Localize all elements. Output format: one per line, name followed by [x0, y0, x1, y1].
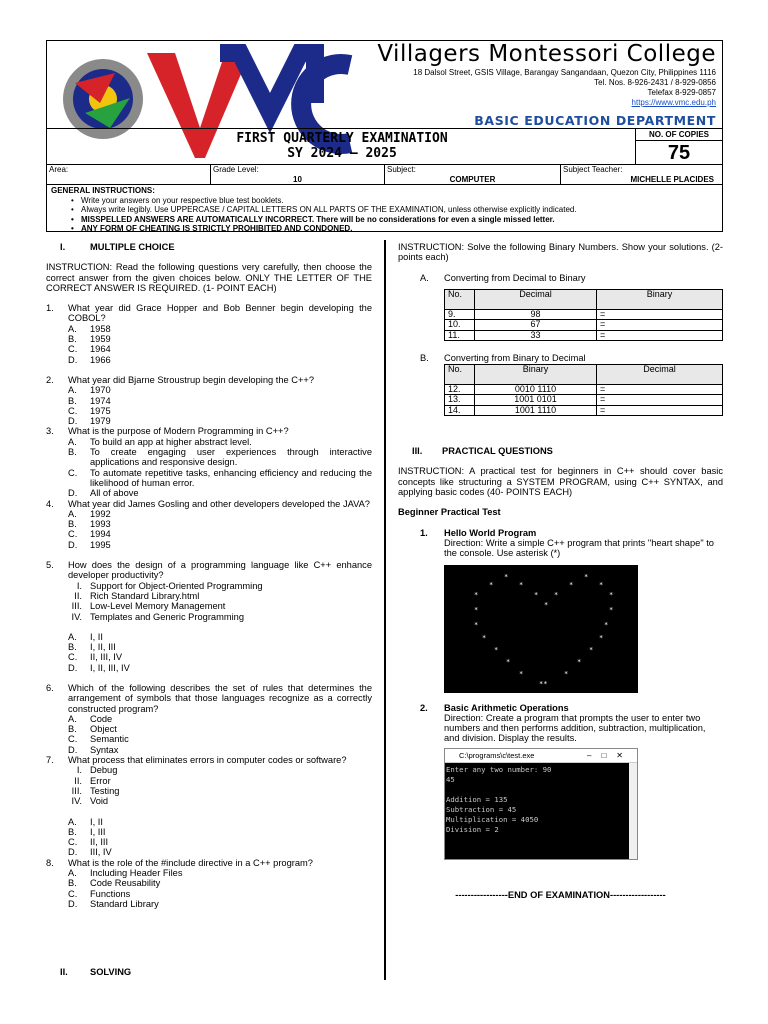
- option-text: Void: [90, 796, 109, 807]
- part2-heading: [46, 967, 131, 977]
- part3-heading: [398, 446, 723, 456]
- decimal-to-binary-table: [444, 289, 723, 342]
- roman-item: IV. Void: [46, 796, 372, 806]
- option: C. 1975: [46, 406, 372, 416]
- instruction-item: • MISSPELLED ANSWERS ARE AUTOMATICALLY INCORRECT. There will be no considerations for even a single missed letter.: [81, 215, 718, 225]
- console-titlebar: [445, 749, 637, 763]
- table-cell: 14.: [445, 405, 475, 416]
- subsection-a: A. Converting from Decimal to Binary: [420, 272, 586, 283]
- grade-value: 10: [293, 175, 302, 184]
- section-number: II.: [60, 967, 68, 977]
- option-text: 1995: [90, 539, 111, 550]
- department-title: BASIC EDUCATION DEPARTMENT: [474, 113, 716, 128]
- section-title: PRACTICAL QUESTIONS: [442, 446, 553, 457]
- question-text: What year did James Gosling and other developers developed the JAVA?: [68, 498, 370, 509]
- table-cell: 11.: [445, 330, 475, 341]
- option-text: II, III: [90, 837, 109, 848]
- area-cell: [47, 165, 210, 185]
- console-window: [444, 748, 638, 860]
- roman-item: II. Rich Standard Library.html: [46, 591, 372, 601]
- option: D. Syntax: [46, 745, 372, 755]
- console-title: C:\programs\c\test.exe: [459, 750, 535, 760]
- table-cell: 1001 1110: [475, 405, 597, 416]
- copies-box: [635, 129, 722, 165]
- option: B. Code Reusability: [46, 878, 372, 888]
- option: A. Code: [46, 714, 372, 724]
- header-cell: No.: [445, 289, 475, 309]
- end-of-exam: -----------------END OF EXAMINATION------------------: [455, 889, 666, 900]
- question: 8. What is the role of the #include directive in a C++ program?: [46, 858, 372, 868]
- option-text: 1959: [90, 334, 111, 345]
- table-cell: =: [597, 395, 723, 406]
- roman-item: I. Support for Object-Oriented Programming: [46, 581, 372, 591]
- option: C. 1964: [46, 344, 372, 354]
- option-text: 1974: [90, 395, 111, 406]
- teacher-label: Subject Teacher:: [563, 165, 623, 174]
- option: B. 1974: [46, 396, 372, 406]
- subject-cell: [384, 165, 560, 185]
- option-text: Semantic: [90, 734, 129, 745]
- option: C. 1994: [46, 529, 372, 539]
- question-text: What is the purpose of Modern Programming in C++?: [68, 426, 289, 437]
- grade-label: Grade Level:: [213, 165, 259, 174]
- option: A. I, II: [46, 632, 372, 642]
- option: A. I, II: [46, 817, 372, 827]
- option: D. 1979: [46, 416, 372, 426]
- task-title: Basic Arithmetic Operations: [444, 702, 569, 713]
- option-text: Code Reusability: [90, 878, 161, 889]
- option: D. All of above: [46, 488, 372, 498]
- option: B. 1959: [46, 334, 372, 344]
- phone-line: Tel. Nos. 8-926-2431 / 8-929-0856: [594, 78, 716, 87]
- option-text: 1993: [90, 519, 111, 530]
- header-cell: Decimal: [475, 289, 597, 309]
- question: 6. Which of the following describes the set of rules that determines the arrangement of symbols that those languages recognize as a correctly constructed program?: [46, 682, 372, 714]
- section-number: III.: [412, 446, 423, 457]
- option-text: Templates and Generic Programming: [90, 611, 244, 622]
- option-text: Functions: [90, 888, 131, 899]
- header-cell: Binary: [475, 364, 597, 384]
- question-text: How does the design of a programming language like C++ enhance developer productivity?: [68, 560, 372, 581]
- question-text: What year did Grace Hopper and Bob Benner begin developing the COBOL?: [68, 303, 372, 324]
- option-text: I, II, III: [90, 642, 116, 653]
- question: 7. What process that eliminates errors in computer codes or software?: [46, 755, 372, 765]
- general-instructions: [47, 184, 722, 235]
- table-row: [445, 395, 723, 406]
- option: B. Object: [46, 724, 372, 734]
- option: C. Functions: [46, 889, 372, 899]
- grade-cell: [210, 165, 384, 185]
- task: 1. Hello World Program: [398, 528, 723, 538]
- section-title: SOLVING: [90, 967, 132, 977]
- subsection-title: Converting from Decimal to Binary: [444, 272, 586, 283]
- option-text: 1958: [90, 323, 111, 334]
- table-cell: 0010 1110: [475, 384, 597, 395]
- option-text: Including Header Files: [90, 868, 183, 879]
- roman-item: I. Debug: [46, 765, 372, 775]
- left-column: [46, 242, 372, 909]
- option-text: Testing: [90, 785, 120, 796]
- option-text: Standard Library: [90, 898, 159, 909]
- roman-item: II. Error: [46, 776, 372, 786]
- option-text: Rich Standard Library.html: [90, 590, 200, 601]
- option-text: I, II, III, IV: [90, 662, 130, 673]
- option-text: I, III: [90, 826, 106, 837]
- right-column: [398, 242, 723, 900]
- option-text: 1992: [90, 508, 111, 519]
- teacher-cell: [560, 165, 722, 185]
- question-text: What process that eliminates errors in computer codes or software?: [68, 755, 347, 766]
- roman-item: III. Low-Level Memory Management: [46, 601, 372, 611]
- console-output: Enter any two number: 90 45 Addition = 135 Subtraction = 45 Multiplication = 4050 Division = 2: [446, 764, 552, 834]
- subsection-title: Converting from Binary to Decimal: [444, 353, 586, 364]
- question-text: What year did Bjarne Stroustrup begin developing the C++?: [68, 374, 315, 385]
- option: A. 1992: [46, 509, 372, 519]
- question: 1. What year did Grace Hopper and Bob Benner begin developing the COBOL?: [46, 303, 372, 324]
- option-text: 1966: [90, 354, 111, 365]
- subsection-b: B. Converting from Binary to Decimal: [420, 353, 586, 364]
- table-cell: 67: [475, 320, 597, 331]
- table-row: [445, 405, 723, 416]
- option: A. Including Header Files: [46, 868, 372, 878]
- teacher-value: MICHELLE PLACIDES: [630, 175, 714, 184]
- instructions-title: GENERAL INSTRUCTIONS:: [51, 186, 155, 195]
- section-heading: [46, 242, 372, 252]
- option: A. 1970: [46, 385, 372, 395]
- instruction-item: • Write your answers on your respective blue test booklets.: [81, 196, 718, 206]
- option-text: To create engaging user experiences through interactive applications and responsive design.: [90, 447, 372, 468]
- table-row: [445, 320, 723, 331]
- option: C. II, III: [46, 837, 372, 847]
- option-text: To automate repetitive tasks, enhancing efficiency and reducing the likelihood of human error.: [90, 467, 372, 488]
- option: D. I, II, III, IV: [46, 663, 372, 673]
- question: 5. How does the design of a programming language like C++ enhance developer productivity?: [46, 560, 372, 581]
- table-row: [445, 330, 723, 341]
- header-cell: Binary: [597, 289, 723, 309]
- option: B. I, III: [46, 827, 372, 837]
- table-cell: 1001 0101: [475, 395, 597, 406]
- window-controls[interactable]: –□✕: [587, 750, 633, 760]
- option-text: To build an app at higher abstract level.: [90, 436, 252, 447]
- option-text: II, III, IV: [90, 652, 123, 663]
- table-header: [445, 364, 723, 384]
- subject-value: COMPUTER: [449, 175, 496, 184]
- option-text: 1970: [90, 385, 111, 396]
- instruction-item: • Always write legibly. Use UPPERCASE / CAPITAL LETTERS ON ALL PARTS OF THE EXAMINATION, unless otherwise explicitly indicated.: [81, 205, 718, 215]
- table-cell: 9.: [445, 309, 475, 320]
- table-cell: =: [597, 309, 723, 320]
- option-text: 1979: [90, 416, 111, 427]
- option-text: Low-Level Memory Management: [90, 601, 226, 612]
- table-header: [445, 289, 723, 309]
- option: D. 1966: [46, 355, 372, 365]
- area-label: Area:: [49, 165, 69, 174]
- roman-item: IV. Templates and Generic Programming: [46, 612, 372, 622]
- part1-instruction: INSTRUCTION: Read the following questions very carefully, then choose the correct answer from the given choices below. ONLY THE LETTER OF THE CORRECT ANSWER IS REQUIRED. (1- POINT EACH): [46, 262, 372, 293]
- console-scrollbar[interactable]: [629, 763, 637, 859]
- option: D. 1995: [46, 540, 372, 550]
- option-text: 1975: [90, 405, 111, 416]
- option: A. 1958: [46, 324, 372, 334]
- option-text: Error: [90, 775, 111, 786]
- college-name: Villagers Montessori College: [377, 41, 716, 67]
- option-text: Object: [90, 724, 117, 735]
- instruction-item: • ANY FORM OF CHEATING IS STRICTLY PROHIBITED AND CONDONED.: [81, 224, 718, 234]
- heart-output-image: * * * * * * * * * * * * * * * * * * * * * * * **: [444, 565, 638, 693]
- column-divider: [384, 240, 386, 980]
- table-cell: 13.: [445, 395, 475, 406]
- practical-subtitle: Beginner Practical Test: [398, 507, 501, 518]
- roman-item: III. Testing: [46, 786, 372, 796]
- table-row: [445, 384, 723, 395]
- subject-label: Subject:: [387, 165, 416, 174]
- task: 2. Basic Arithmetic Operations: [398, 703, 723, 713]
- table-cell: =: [597, 320, 723, 331]
- table-cell: 33: [475, 330, 597, 341]
- exam-header: [46, 40, 723, 232]
- question-text: What is the role of the #include directive in a C++ program?: [68, 857, 313, 868]
- section-title: MULTIPLE CHOICE: [90, 242, 175, 252]
- question-text: Which of the following describes the set of rules that determines the arrangement of symbols that those languages recognize as a correctly constructed program?: [68, 682, 372, 714]
- part3-instruction: INSTRUCTION: A practical test for beginners in C++ should cover basic concepts like structuring a SYSTEM PROGRAM, using C++ SYNTAX, and applying basic codes (40- POINTS EACH): [398, 466, 723, 498]
- option: D. Standard Library: [46, 899, 372, 909]
- option-text: I, II: [90, 816, 103, 827]
- option-text: Debug: [90, 765, 118, 776]
- option-text: 1994: [90, 529, 111, 540]
- copies-label: NO. OF COPIES: [636, 129, 722, 141]
- exam-title-block: [47, 131, 637, 161]
- option: B. To create engaging user experiences through interactive applications and responsive design.: [68, 447, 372, 468]
- address-line: 18 Dalsol Street, GSIS Village, Barangay Sangandaan, Quezon City, Philippines 1116: [413, 68, 716, 77]
- header-cell: No.: [445, 364, 475, 384]
- option: B. 1993: [46, 519, 372, 529]
- table-cell: 12.: [445, 384, 475, 395]
- exam-title: FIRST QUARTERLY EXAMINATION: [236, 131, 448, 146]
- telefax-line: Telefax 8-929-0857: [647, 88, 716, 97]
- table-cell: =: [597, 405, 723, 416]
- option-text: Syntax: [90, 744, 119, 755]
- section-number: I.: [60, 242, 66, 252]
- question: 2. What year did Bjarne Stroustrup begin developing the C++?: [46, 375, 372, 385]
- school-year: SY 2024 – 2025: [287, 146, 397, 161]
- option-text: III, IV: [90, 847, 112, 858]
- table-row: [445, 309, 723, 320]
- table-cell: =: [597, 330, 723, 341]
- option: C. Semantic: [46, 734, 372, 744]
- header-cell: Decimal: [597, 364, 723, 384]
- option: D. III, IV: [46, 847, 372, 857]
- option: C. To automate repetitive tasks, enhancing efficiency and reducing the likelihood of human error.: [68, 467, 372, 488]
- option: C. II, III, IV: [46, 652, 372, 662]
- website-link[interactable]: https://www.vmc.edu.ph: [631, 98, 716, 107]
- option-text: I, II: [90, 631, 103, 642]
- binary-to-decimal-table: [444, 364, 723, 417]
- question: 4. What year did James Gosling and other developers developed the JAVA?: [46, 499, 372, 509]
- option-text: 1964: [90, 344, 111, 355]
- part2-instruction: INSTRUCTION: Solve the following Binary Numbers. Show your solutions. (2- points each): [398, 242, 723, 263]
- table-cell: 10.: [445, 320, 475, 331]
- option: B. I, II, III: [46, 642, 372, 652]
- task-direction: Direction: Write a simple C++ program that prints "heart shape" to the console. Use asterisk (*): [444, 537, 714, 559]
- option: A. To build an app at higher abstract level.: [46, 437, 372, 447]
- copies-value: 75: [667, 142, 691, 164]
- option-text: All of above: [90, 488, 139, 499]
- task-title: Hello World Program: [444, 527, 537, 538]
- address-block: [413, 68, 716, 108]
- question: 3. What is the purpose of Modern Programming in C++?: [46, 426, 372, 436]
- table-cell: 98: [475, 309, 597, 320]
- table-cell: =: [597, 384, 723, 395]
- option-text: Support for Object-Oriented Programming: [90, 580, 263, 591]
- option-text: Code: [90, 713, 113, 724]
- task-direction: Direction: Create a program that prompts the user to enter two numbers and then performs addition, subtraction, multiplication, and division. Display the results.: [444, 712, 706, 744]
